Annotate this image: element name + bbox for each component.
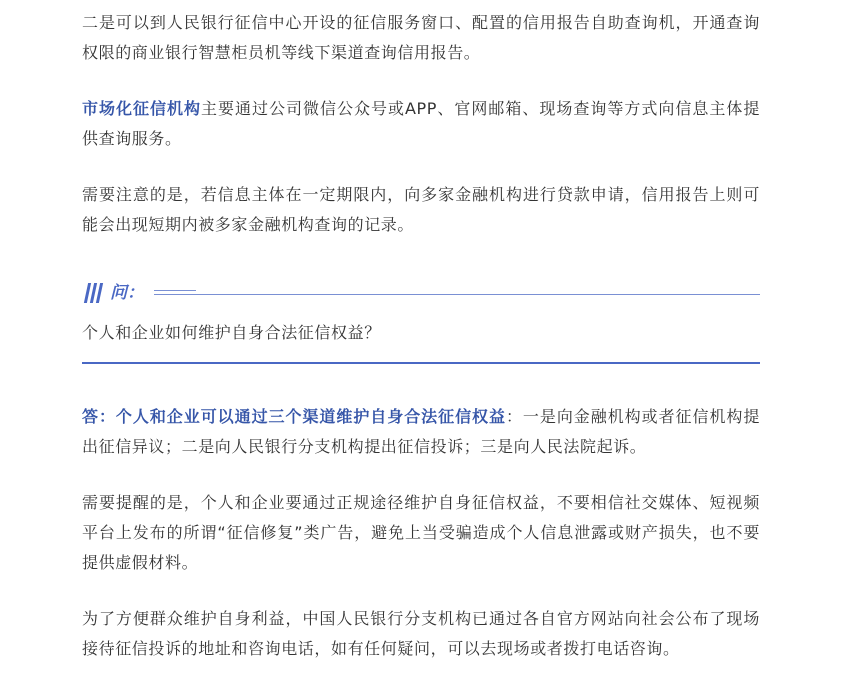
paragraph-offline-channels: 二是可以到人民银行征信中心开设的征信服务窗口、配置的信用报告自助查询机，开通查询权限的商业银行智慧柜员机等线下渠道查询信用报告。 (82, 13, 760, 62)
paragraph-notice: 需要注意的是，若信息主体在一定期限内，向多家金融机构进行贷款申请，信用报告上则可能会出现短期内被多家金融机构查询的记录。 (82, 185, 760, 234)
answer-prefix: 答： (82, 407, 116, 426)
paragraph-market-agencies-text: 主要通过公司微信公众号或APP、官网邮箱、现场查询等方式向信息主体提供查询服务。 (82, 99, 760, 148)
section-divider (82, 362, 760, 364)
paragraph-contact-info: 为了方便群众维护自身利益，中国人民银行分支机构已通过各自官方网站向社会公布了现场接待征信投诉的地址和咨询电话，如有任何疑问，可以去现场或者拨打电话咨询。 (82, 609, 760, 658)
answer-highlight: 个人和企业可以通过三个渠道维护自身合法征信权益 (115, 407, 506, 426)
question-text: 个人和企业如何维护自身合法征信权益？ (82, 323, 381, 342)
question-header-rule (154, 294, 760, 295)
question-label: 问： (110, 283, 144, 303)
paragraph-reminder: 需要提醒的是，个人和企业要通过正规途径维护自身征信权益，不要相信社交媒体、短视频平台上发布的所谓“征信修复”类广告，避免上当受骗造成个人信息泄露或财产损失，也不要提供虚假材料。 (82, 493, 760, 572)
question-header-short-rule (154, 290, 196, 291)
paragraph-market-agencies (82, 94, 760, 154)
question-bars-icon (86, 283, 106, 303)
answer-paragraph (82, 402, 760, 462)
question-header (82, 280, 760, 306)
highlight-market-agencies: 市场化征信机构 (82, 99, 201, 118)
answer-text: ：一是向金融机构或者征信机构提出征信异议；二是向人民银行分支机构提出征信投诉；三是向人民法院起诉。 (82, 407, 760, 456)
